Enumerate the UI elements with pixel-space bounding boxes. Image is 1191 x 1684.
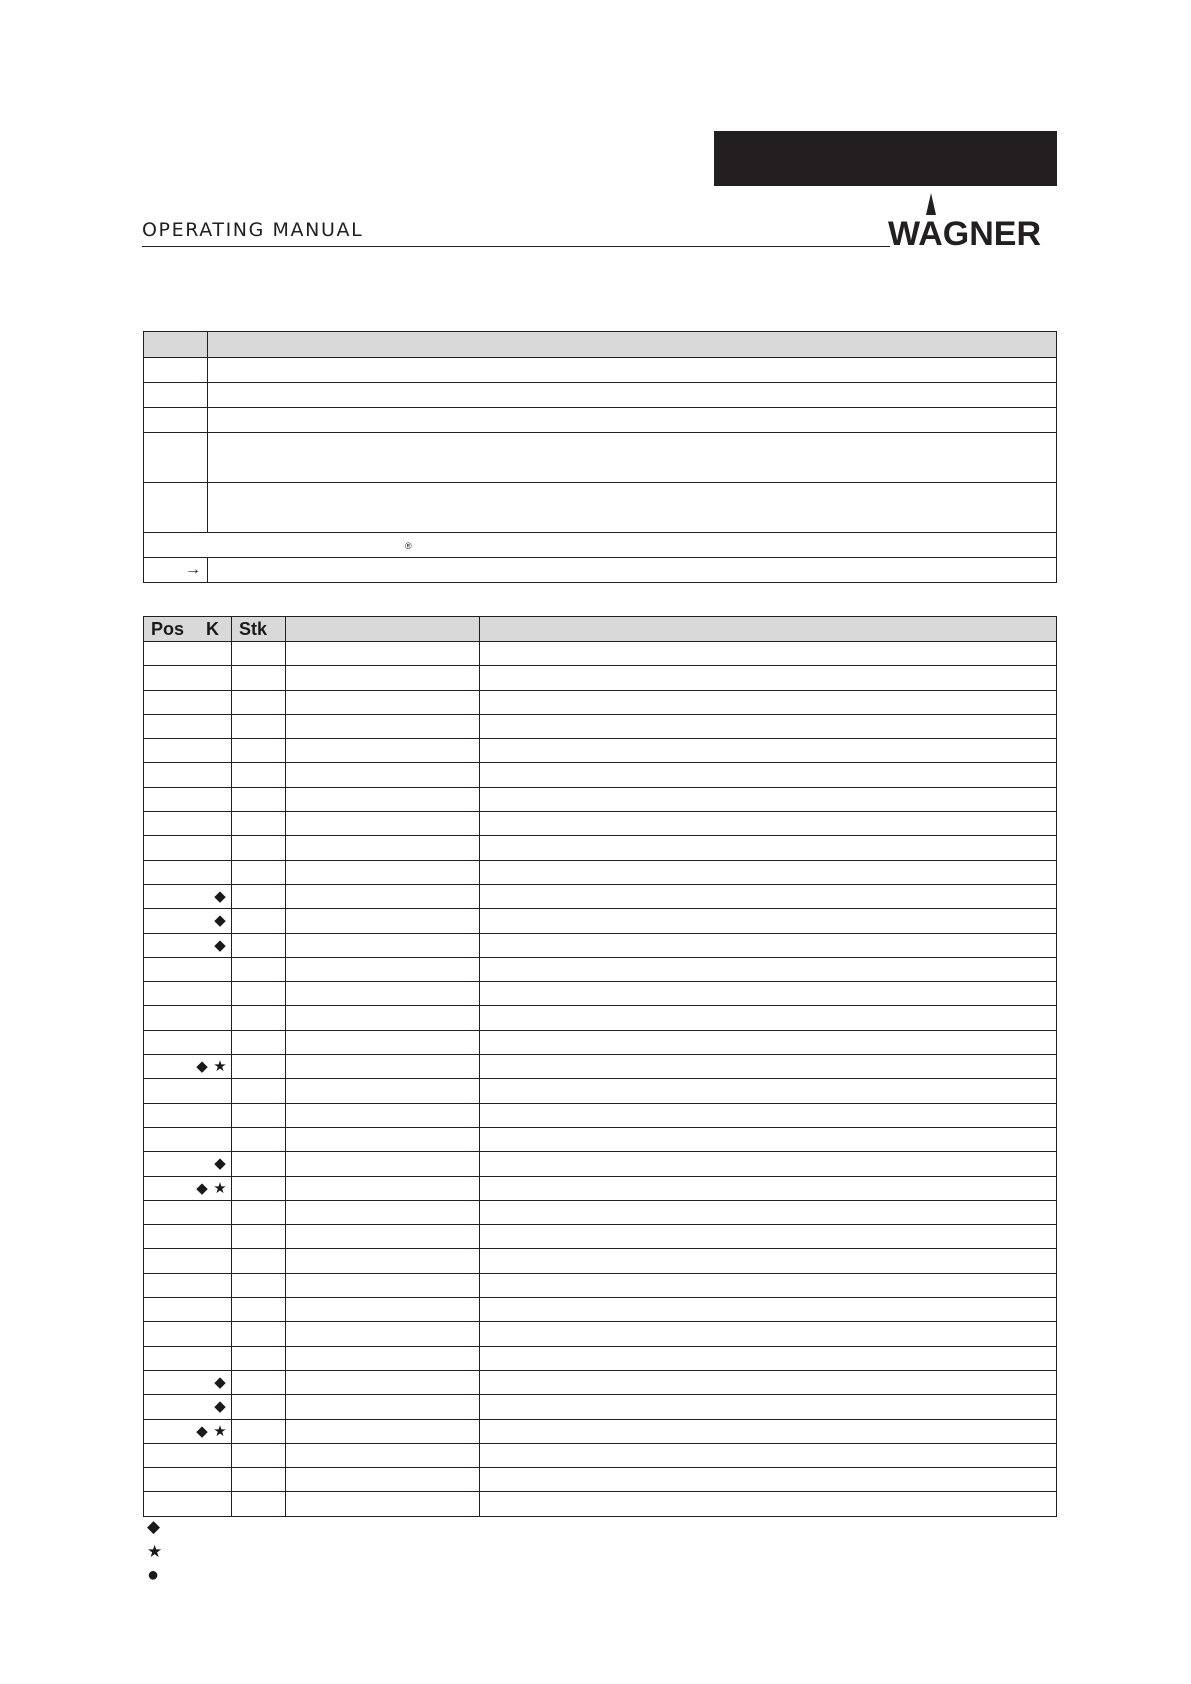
pos-k-cell (144, 666, 232, 690)
col-stk: Stk (232, 617, 286, 642)
col-pos-k (144, 617, 232, 642)
stk-cell (232, 787, 286, 811)
part-number-cell (286, 739, 480, 763)
parts-table-header (144, 617, 1057, 642)
part-number-cell (286, 982, 480, 1006)
pos-k-cell (144, 1298, 232, 1322)
part-number-cell (286, 1249, 480, 1273)
pos-k-cell (144, 1346, 232, 1370)
pos-k-cell (144, 1395, 232, 1419)
info-table-row (144, 483, 1057, 533)
part-number-cell (286, 1273, 480, 1297)
parts-table-row (144, 1103, 1057, 1127)
stk-cell (232, 739, 286, 763)
parts-table-row (144, 1030, 1057, 1054)
diamond-icon: ◆ (147, 1517, 161, 1536)
diamond-icon: ◆ (214, 912, 226, 930)
star-icon: ★ (213, 1058, 227, 1076)
info-table-merged-row (144, 533, 1057, 558)
designation-cell (480, 982, 1057, 1006)
parts-table-row (144, 1273, 1057, 1297)
col-k: K (206, 618, 219, 639)
part-number-cell (286, 714, 480, 738)
arrow-icon: → (144, 558, 208, 583)
parts-table-row (144, 1225, 1057, 1249)
diamond-icon: ◆ (196, 1422, 208, 1440)
stk-cell (232, 1273, 286, 1297)
part-number-cell (286, 1006, 480, 1030)
part-number-cell (286, 1443, 480, 1467)
stk-cell (232, 1055, 286, 1079)
pos-k-cell (144, 836, 232, 860)
stk-cell (232, 1103, 286, 1127)
info-table-header (144, 332, 1057, 358)
designation-cell (480, 787, 1057, 811)
part-number-cell (286, 787, 480, 811)
info-table-row (144, 383, 1057, 408)
stk-cell (232, 1395, 286, 1419)
part-number-cell (286, 1152, 480, 1176)
pos-k-cell (144, 1127, 232, 1151)
pos-k-cell (144, 812, 232, 836)
diamond-icon: ◆ (214, 1374, 226, 1392)
stk-cell (232, 1298, 286, 1322)
part-number-cell (286, 1127, 480, 1151)
stk-cell (232, 1419, 286, 1443)
stk-cell (232, 714, 286, 738)
pos-k-cell (144, 1030, 232, 1054)
designation-cell (480, 714, 1057, 738)
designation-cell (480, 1273, 1057, 1297)
stk-cell (232, 860, 286, 884)
brand-name: WAGNER (888, 215, 1041, 249)
designation-cell (480, 1322, 1057, 1346)
part-number-cell (286, 1370, 480, 1394)
parts-table-row (144, 1006, 1057, 1030)
part-number-cell (286, 1298, 480, 1322)
part-number-cell (286, 1492, 480, 1516)
designation-cell (480, 957, 1057, 981)
part-number-cell (286, 1322, 480, 1346)
info-cell-right (208, 358, 1057, 383)
part-number-cell (286, 763, 480, 787)
info-cell-left (144, 383, 208, 408)
circle-icon: ● (147, 1564, 160, 1586)
parts-table-row (144, 982, 1057, 1006)
pos-k-cell (144, 690, 232, 714)
stk-cell (232, 642, 286, 666)
designation-cell (480, 1103, 1057, 1127)
parts-table-row (144, 812, 1057, 836)
stk-cell (232, 884, 286, 908)
info-merged-cell (144, 533, 1057, 558)
part-number-cell (286, 933, 480, 957)
pos-k-cell (144, 884, 232, 908)
stk-cell (232, 909, 286, 933)
diamond-icon: ◆ (214, 1155, 226, 1173)
designation-cell (480, 763, 1057, 787)
wagner-logo-svg (888, 193, 1058, 249)
parts-table-row (144, 1492, 1057, 1516)
stk-cell (232, 666, 286, 690)
parts-table-row (144, 1322, 1057, 1346)
designation-cell (480, 1346, 1057, 1370)
designation-cell (480, 1492, 1057, 1516)
parts-table-row (144, 787, 1057, 811)
legend-star (147, 1540, 162, 1564)
designation-cell (480, 933, 1057, 957)
designation-cell (480, 666, 1057, 690)
legend-diamond (147, 1515, 160, 1539)
part-number-cell (286, 1103, 480, 1127)
part-number-cell (286, 957, 480, 981)
star-icon: ★ (213, 1422, 227, 1440)
info-header-right (208, 332, 1057, 358)
pos-k-cell (144, 1055, 232, 1079)
parts-table-row (144, 1176, 1057, 1200)
parts-table-row (144, 933, 1057, 957)
designation-cell (480, 1200, 1057, 1224)
info-table (143, 331, 1057, 583)
parts-table-row (144, 1127, 1057, 1151)
legend-circle (147, 1563, 159, 1587)
stk-cell (232, 1443, 286, 1467)
info-table-arrow-row (144, 558, 1057, 583)
star-icon: ★ (213, 1179, 227, 1197)
stk-cell (232, 1322, 286, 1346)
pos-k-cell (144, 1103, 232, 1127)
designation-cell (480, 1127, 1057, 1151)
part-number-cell (286, 1055, 480, 1079)
parts-table-row (144, 690, 1057, 714)
pos-k-cell (144, 763, 232, 787)
part-number-cell (286, 690, 480, 714)
designation-cell (480, 1419, 1057, 1443)
pos-k-cell (144, 909, 232, 933)
stk-cell (232, 836, 286, 860)
designation-cell (480, 1298, 1057, 1322)
designation-cell (480, 909, 1057, 933)
designation-cell (480, 836, 1057, 860)
star-icon: ★ (147, 1542, 163, 1561)
info-cell-right (208, 383, 1057, 408)
stk-cell (232, 1006, 286, 1030)
parts-table-row (144, 957, 1057, 981)
part-number-cell (286, 666, 480, 690)
pos-k-cell (144, 739, 232, 763)
parts-table-row (144, 1249, 1057, 1273)
parts-table-row (144, 1152, 1057, 1176)
pos-k-cell (144, 1225, 232, 1249)
stk-cell (232, 1127, 286, 1151)
parts-table-row (144, 714, 1057, 738)
col-designation (480, 617, 1057, 642)
pos-k-cell (144, 1249, 232, 1273)
designation-cell (480, 642, 1057, 666)
part-number-cell (286, 1079, 480, 1103)
part-number-cell (286, 884, 480, 908)
parts-table-row (144, 1298, 1057, 1322)
stk-cell (232, 1225, 286, 1249)
manual-title: OPERATING MANUAL (142, 219, 364, 241)
designation-cell (480, 1152, 1057, 1176)
stk-cell (232, 1030, 286, 1054)
parts-table-row (144, 1055, 1057, 1079)
pos-k-cell (144, 1322, 232, 1346)
parts-table-row (144, 1079, 1057, 1103)
parts-table-row (144, 909, 1057, 933)
parts-table-row (144, 1468, 1057, 1492)
info-cell-left (144, 433, 208, 483)
part-number-cell (286, 642, 480, 666)
stk-cell (232, 982, 286, 1006)
pos-k-cell (144, 1006, 232, 1030)
parts-table-row (144, 1200, 1057, 1224)
part-number-cell (286, 1346, 480, 1370)
designation-cell (480, 1176, 1057, 1200)
header-rule (142, 246, 890, 247)
parts-table-row (144, 763, 1057, 787)
stk-cell (232, 1079, 286, 1103)
parts-table-row (144, 1443, 1057, 1467)
part-number-cell (286, 860, 480, 884)
pos-k-cell (144, 1468, 232, 1492)
designation-cell (480, 739, 1057, 763)
parts-table-row (144, 739, 1057, 763)
diamond-icon: ◆ (214, 936, 226, 954)
part-number-cell (286, 836, 480, 860)
stk-cell (232, 1370, 286, 1394)
part-number-cell (286, 909, 480, 933)
designation-cell (480, 1443, 1057, 1467)
pos-k-cell (144, 1370, 232, 1394)
pos-k-cell (144, 1152, 232, 1176)
pos-k-cell (144, 1079, 232, 1103)
pos-k-cell (144, 982, 232, 1006)
diamond-icon: ◆ (214, 888, 226, 906)
pos-k-cell (144, 1176, 232, 1200)
part-number-cell (286, 1200, 480, 1224)
info-table-row (144, 408, 1057, 433)
registered-mark: ® (405, 541, 412, 551)
part-number-cell (286, 1419, 480, 1443)
pos-k-cell (144, 1419, 232, 1443)
arrow-row-cell (208, 558, 1057, 583)
designation-cell (480, 1030, 1057, 1054)
part-number-cell (286, 1030, 480, 1054)
info-cell-right (208, 408, 1057, 433)
parts-table-row (144, 860, 1057, 884)
stk-cell (232, 1249, 286, 1273)
designation-cell (480, 1079, 1057, 1103)
designation-cell (480, 860, 1057, 884)
part-number-cell (286, 1225, 480, 1249)
part-number-cell (286, 1176, 480, 1200)
pos-k-cell (144, 933, 232, 957)
stk-cell (232, 933, 286, 957)
title-banner (714, 131, 1057, 186)
designation-cell (480, 690, 1057, 714)
pos-k-cell (144, 1273, 232, 1297)
info-cell-left (144, 358, 208, 383)
stk-cell (232, 763, 286, 787)
stk-cell (232, 690, 286, 714)
info-header-left (144, 332, 208, 358)
info-cell-left (144, 408, 208, 433)
part-number-cell (286, 1468, 480, 1492)
diamond-icon: ◆ (214, 1398, 226, 1416)
info-cell-right (208, 483, 1057, 533)
part-number-cell (286, 1395, 480, 1419)
designation-cell (480, 1006, 1057, 1030)
parts-table-row (144, 1419, 1057, 1443)
pos-k-cell (144, 714, 232, 738)
parts-table-row (144, 884, 1057, 908)
stk-cell (232, 1176, 286, 1200)
pos-k-cell (144, 787, 232, 811)
info-cell-right (208, 433, 1057, 483)
stk-cell (232, 1200, 286, 1224)
designation-cell (480, 1370, 1057, 1394)
parts-table-row (144, 1395, 1057, 1419)
stk-cell (232, 1152, 286, 1176)
parts-table-row (144, 836, 1057, 860)
designation-cell (480, 884, 1057, 908)
designation-cell (480, 812, 1057, 836)
pos-k-cell (144, 1443, 232, 1467)
stk-cell (232, 1346, 286, 1370)
parts-table-row (144, 1370, 1057, 1394)
col-pos: Pos (151, 618, 185, 639)
designation-cell (480, 1249, 1057, 1273)
pos-k-cell (144, 1492, 232, 1516)
col-part-number (286, 617, 480, 642)
pos-k-cell (144, 957, 232, 981)
pos-k-cell (144, 860, 232, 884)
info-cell-left (144, 483, 208, 533)
designation-cell (480, 1225, 1057, 1249)
wagner-logo (888, 193, 1058, 249)
stk-cell (232, 1468, 286, 1492)
diamond-icon: ◆ (196, 1058, 208, 1076)
parts-table-row (144, 1346, 1057, 1370)
designation-cell (480, 1468, 1057, 1492)
parts-table-row (144, 666, 1057, 690)
info-table-row (144, 433, 1057, 483)
part-number-cell (286, 812, 480, 836)
designation-cell (480, 1055, 1057, 1079)
parts-table-row (144, 642, 1057, 666)
pos-k-cell (144, 1200, 232, 1224)
designation-cell (480, 1395, 1057, 1419)
parts-table (143, 616, 1057, 1517)
stk-cell (232, 812, 286, 836)
diamond-icon: ◆ (196, 1179, 208, 1197)
info-table-row (144, 358, 1057, 383)
pos-k-cell (144, 642, 232, 666)
stk-cell (232, 1492, 286, 1516)
stk-cell (232, 957, 286, 981)
